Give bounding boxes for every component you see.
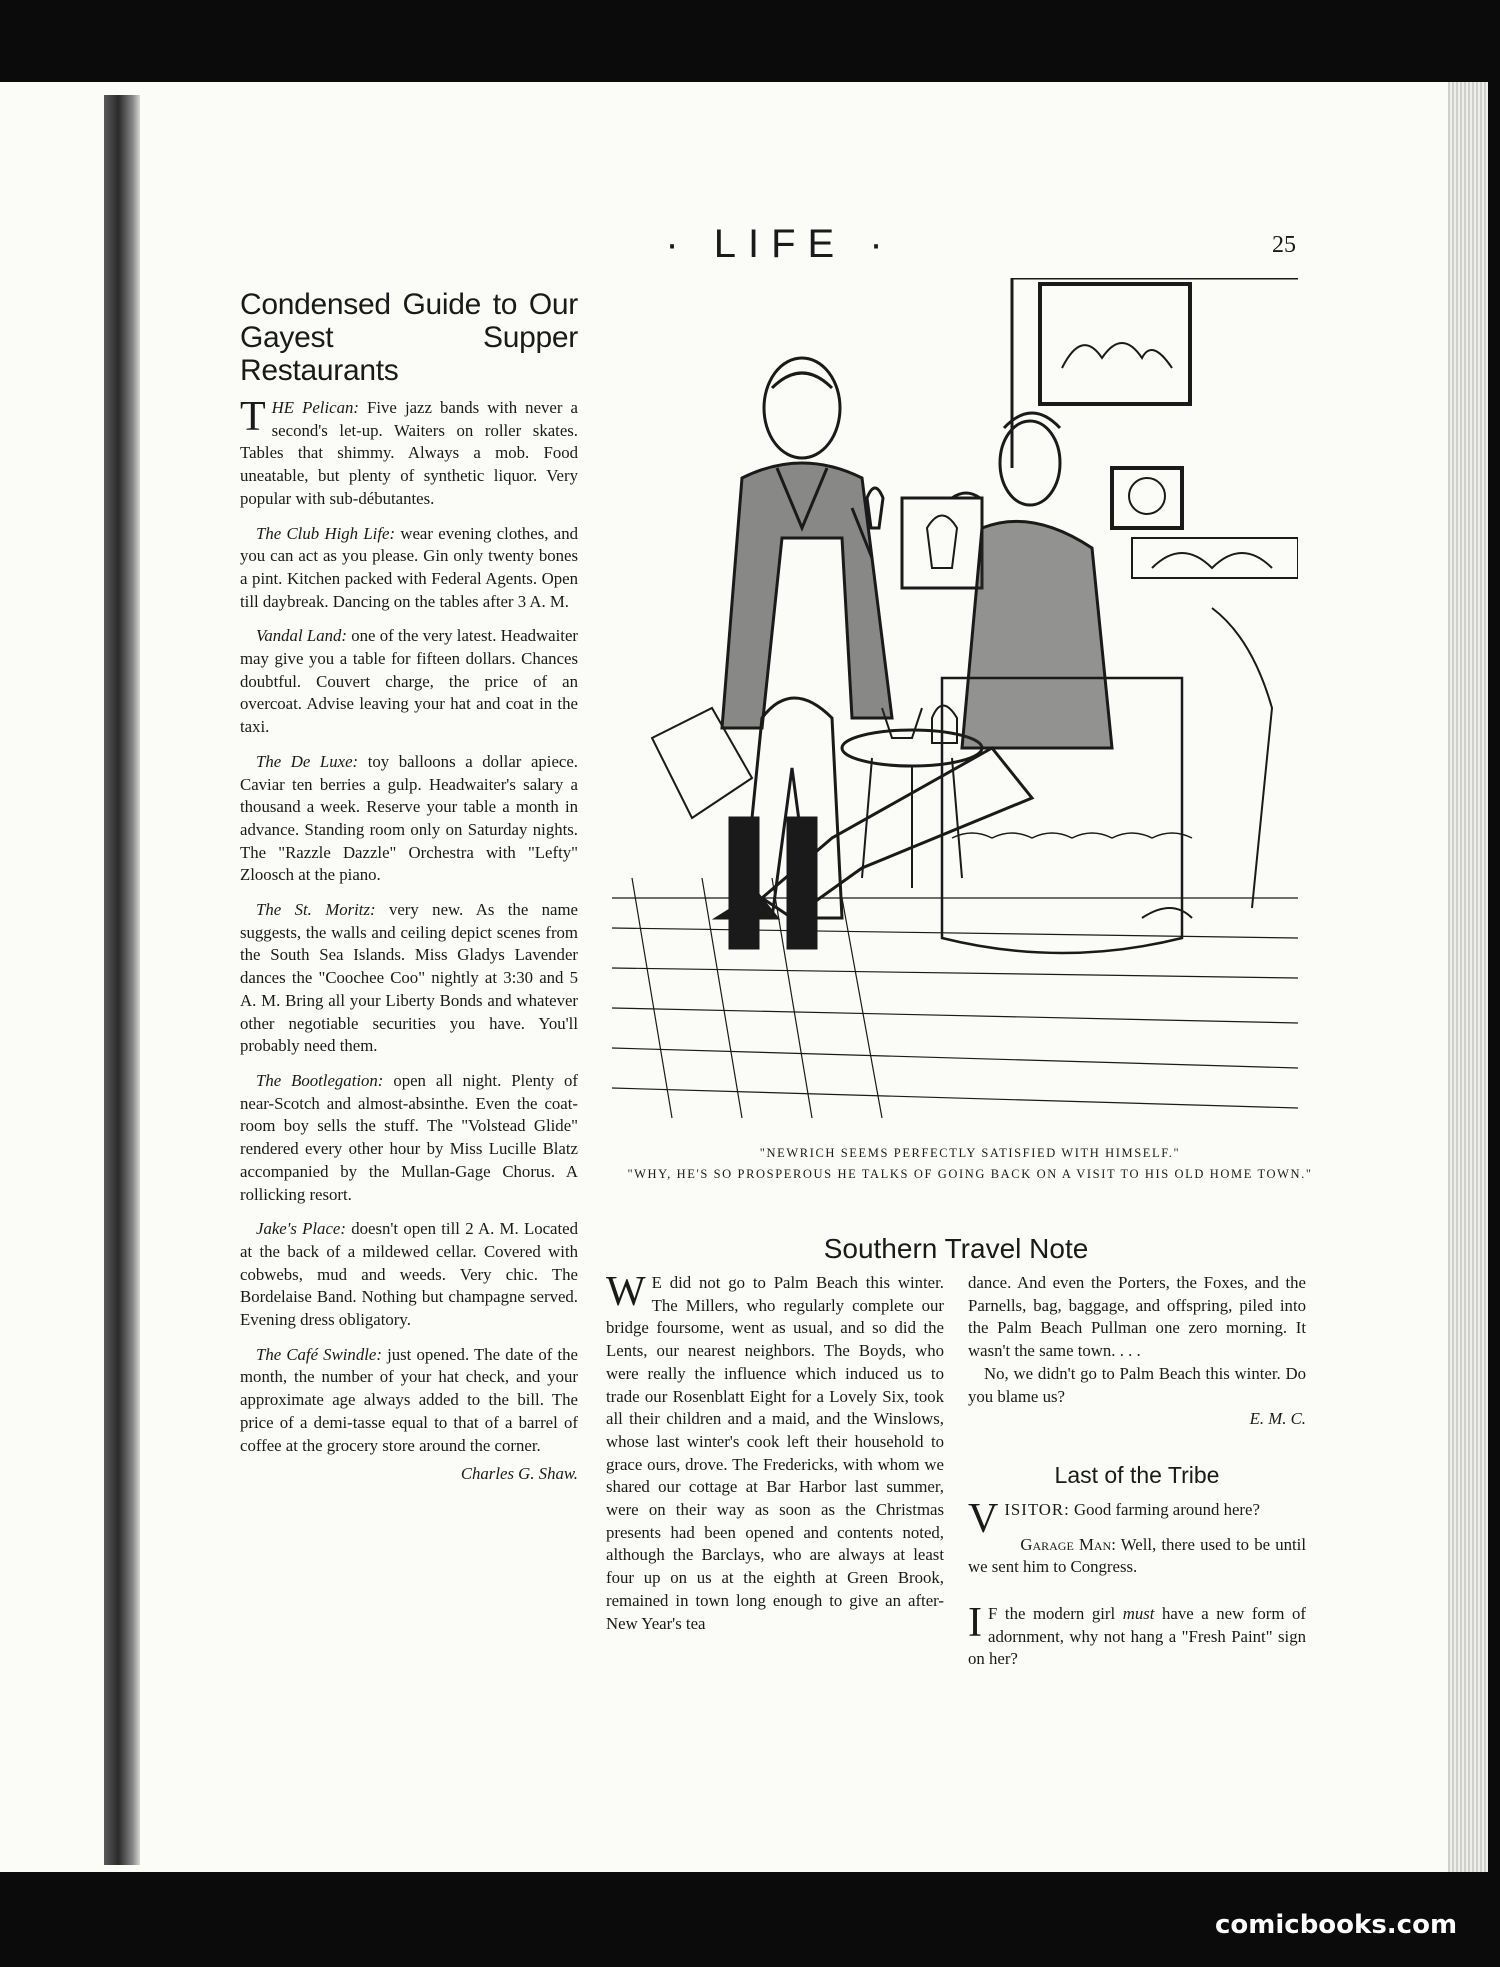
caption-line-1: "NEWRICH SEEMS PERFECTLY SATISFIED WITH HIMSELF." bbox=[759, 1146, 1181, 1160]
entry-text: just opened. The date of the month, the number of your hat check, and your approximate age always added to the bill. The price of a demi-tasse equal to that of a barrel of coffee at the grocery store around the corner. bbox=[240, 1344, 578, 1455]
entry-st-moritz bbox=[240, 899, 578, 1058]
page-number: 25 bbox=[1272, 232, 1296, 258]
entry-text: very new. As the name suggests, the walls and ceiling depict scenes from the South Sea Islands. Miss Gladys Lavender dances the "Coochee Coo" nightly at 3:30 and 5 A. M. Bring all your Liberty Bonds and whatever other negotiable securities you have. You'll probably need them. bbox=[240, 900, 578, 1056]
travel-note-body-end: dance. And even the Porters, the Foxes, and the Parnells, bag, baggage, and offspring, piled into the Palm Beach Pullman one zero morning. It wasn't the same town. . . . bbox=[968, 1273, 1306, 1361]
garage-label: Garage Man: bbox=[1020, 1534, 1116, 1554]
entry-name: The Club High Life: bbox=[256, 523, 396, 543]
floor-hatching bbox=[612, 878, 1298, 1118]
drop-cap: V bbox=[968, 1495, 999, 1542]
entry-name: Jake's Place: bbox=[256, 1219, 346, 1239]
entry-cafe-swindle bbox=[240, 1344, 578, 1458]
girl-note: I F the modern girl must have a new form of adornment, why not hang a "Fresh Paint" sign on her? bbox=[968, 1600, 1306, 1669]
entry-name: Vandal Land: bbox=[256, 626, 347, 646]
entry-text: open all night. Plenty of near-Scotch and almost-absinthe. Even the coat-room boy sells the stuff. The "Volstead Glide" rendered every other hour by Miss Lucille Blatz accompanied by the Mullan-Gage Chorus. A rollicking resort. bbox=[240, 1070, 578, 1204]
page-stack-edge bbox=[1448, 82, 1488, 1872]
entry-bootlegation bbox=[240, 1070, 578, 1206]
entry-name: HE Pelican: bbox=[271, 398, 359, 417]
masthead: · LIFE · bbox=[665, 222, 895, 266]
tribe-title: Last of the Tribe bbox=[1054, 1461, 1220, 1488]
entry-text: wear evening clothes, and you can act as you please. Gin only twenty bones a pint. Kitchen packed with Federal Agents. Open till daybreak. Dancing on the tables after 3 A. M. bbox=[240, 523, 578, 611]
small-picture bbox=[902, 498, 982, 588]
drop-cap: T bbox=[240, 394, 266, 440]
entry-name: The Café Swindle: bbox=[256, 1344, 382, 1364]
tribe-garage-line: Garage Man: Well, there used to be until we sent him to Congress. bbox=[968, 1534, 1307, 1577]
tribe-visitor-line: VISITOR: Good farming around here? bbox=[968, 1495, 1260, 1542]
entry-text: one of the very latest. Headwaiter may give you a table for fifteen dollars. Chances doubtful. Couvert charge, the price of an overcoat. Advise leaving your hat and coat in the taxi. bbox=[240, 626, 578, 737]
visitor-label: ISITOR: bbox=[1004, 1499, 1070, 1519]
travel-note-column-2 bbox=[968, 1272, 1306, 1683]
drop-cap: W bbox=[606, 1269, 646, 1315]
entry-text: Five jazz bands with never a second's let-up. Waiters on roller skates. Tables that shimmy. Always a mob. Food uneatable, but plenty of synthetic liquor. Very popular with sub-débutantes. bbox=[240, 398, 578, 508]
travel-note-ending: No, we didn't go to Palm Beach this winter. Do you blame us? bbox=[968, 1363, 1306, 1406]
entry-name: The Bootlegation: bbox=[256, 1070, 384, 1090]
site-watermark: comicbooks.com bbox=[1215, 1910, 1458, 1940]
travel-note-body-start: W E did not go to Palm Beach this winter. The Millers, who regularly complete our bridge foursome, went as usual, and so did the Lents, our nearest neighbors. The Boyds, who were really the influence which induced us to trade our Rosenblatt Eight for a Lovely Six, took all their children and a maid, and the Winslows, whose last winter's cook left their household to grace ours, drove. The Fredericks, with whom we shared our cottage at Bar Harbor last summer, were on their way as soon as the Christmas presents had been opened and contents noted, although the Barclays, who are always at least four up on us at the eighth at Green Brook, remained in town long enough to give an after-New Year's tea bbox=[606, 1269, 944, 1633]
entry-vandal-land bbox=[240, 625, 578, 739]
cartoon-illustration bbox=[612, 278, 1298, 1130]
binding-gutter bbox=[104, 95, 140, 1865]
author-signature: Charles G. Shaw. bbox=[460, 1464, 578, 1484]
entry-name: The De Luxe: bbox=[256, 751, 359, 771]
entry-jakes-place bbox=[240, 1218, 578, 1332]
cartoon-caption bbox=[620, 1143, 1320, 1185]
entry-text: doesn't open till 2 A. M. Located at the back of a mildewed cellar. Covered with cobwebs, mud and weeds. Very chic. The Bordelaise Band. Nothing but champagne served. Evening dress obligatory. bbox=[240, 1219, 578, 1330]
drop-cap: I bbox=[968, 1600, 982, 1647]
entry-text: toy balloons a dollar apiece. Caviar ten berries a gulp. Headwaiter's salary a thousand a week. Reserve your table a month in advance. Standing room only on Saturday nights. The "Razzle Dazzle" Orchestra with "Lefty" Zloosch at the piano. bbox=[240, 751, 578, 885]
entry-club-high-life bbox=[240, 523, 578, 614]
travel-note-signature: E. M. C. bbox=[1249, 1409, 1306, 1429]
supper-guide-title: Condensed Guide to Our Gayest Supper Restaurants bbox=[240, 288, 578, 387]
standing-figure bbox=[652, 358, 892, 948]
travel-note-column-1 bbox=[606, 1269, 944, 1647]
caption-line-2: "WHY, HE'S SO PROSPEROUS HE TALKS OF GOING BACK ON A VISIT TO HIS OLD HOME TOWN." bbox=[627, 1167, 1313, 1181]
entry-pelican bbox=[240, 394, 578, 511]
supper-guide-column bbox=[240, 288, 578, 1498]
entry-name: The St. Moritz: bbox=[256, 900, 376, 920]
travel-note-title: Southern Travel Note bbox=[823, 1233, 1089, 1264]
entry-de-luxe bbox=[240, 751, 578, 887]
